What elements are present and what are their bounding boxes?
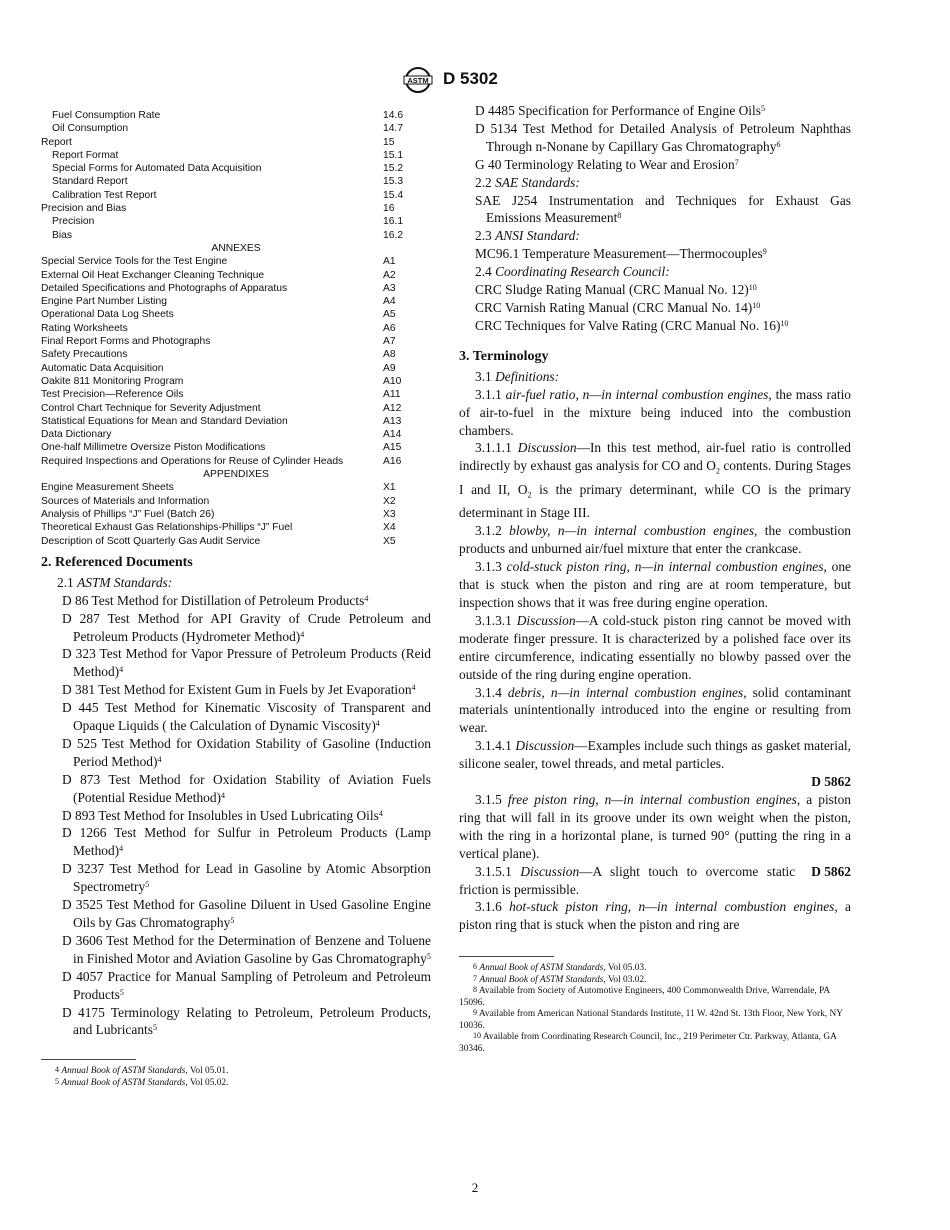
- reference-text: D 3525 Test Method for Gasoline Diluent in Used Gasoline Engine Oils by Gas Chromatography: [62, 897, 431, 931]
- toc-ref: A7: [383, 336, 396, 348]
- toc-ref: X4: [383, 522, 396, 534]
- toc-row: [41, 162, 431, 175]
- footnote-marker: 4: [378, 808, 383, 818]
- reference-item: [46, 735, 431, 771]
- footnote-marker: 5: [145, 880, 150, 890]
- footnote-text: , Vol 05.02.: [185, 1077, 229, 1088]
- footnote-marker: 4: [119, 665, 124, 675]
- reference-item: [46, 610, 431, 646]
- toc-row: [41, 375, 431, 388]
- toc-row: [41, 255, 431, 268]
- discussion-3-1-4-1: 3.1.4.1 Discussion—Examples include such things as gasket material, silicone sealer, towel threads, and metal particles.: [459, 738, 851, 772]
- toc-row: [41, 229, 431, 242]
- toc-row: [41, 521, 431, 534]
- reference-item: [459, 102, 851, 120]
- toc-ref: 15: [383, 136, 395, 148]
- reference-item: [46, 968, 431, 1004]
- reference-text: D 893 Test Method for Insolubles in Used Lubricating Oils: [62, 807, 379, 823]
- toc-row: [41, 322, 431, 335]
- toc-ref: 14.7: [383, 123, 404, 135]
- reference-item: [46, 699, 431, 735]
- footnote-marker: 5: [152, 1023, 157, 1033]
- toc-ref: A1: [383, 256, 396, 268]
- footnote-number: 10: [473, 1031, 481, 1041]
- toc-label: Analysis of Phillips “J” Fuel (Batch 26): [41, 508, 215, 520]
- reference-text: CRC Techniques for Valve Rating (CRC Manual No. 16): [475, 317, 781, 333]
- subsection-2-1: 2.1 ASTM Standards:: [57, 574, 173, 590]
- toc-ref: A5: [383, 309, 396, 321]
- reference-item: [46, 592, 431, 610]
- toc-ref: 16: [383, 203, 395, 215]
- toc-row: [41, 428, 431, 441]
- reference-text: D 4175 Terminology Relating to Petroleum, Petroleum Products, and Lubricants: [62, 1004, 431, 1038]
- toc-row: [41, 215, 431, 228]
- footnote-text: Available from Coordinating Research Council, Inc., 219 Perimeter Ctr. Parkway, Atlanta, GA 30346.: [459, 1032, 837, 1054]
- astm-logo-icon: [401, 66, 435, 94]
- reference-text: D 5134 Test Method for Detailed Analysis of Petroleum Naphthas Through n-Nonane by Capillary Gas Chromatography: [475, 120, 851, 154]
- toc-row: [41, 441, 431, 454]
- footnote-source: Annual Book of ASTM Standards: [61, 1077, 186, 1088]
- reference-text: D 287 Test Method for API Gravity of Crude Petroleum and Petroleum Products (Hydrometer Method): [62, 610, 431, 644]
- footnote-marker: 4: [157, 754, 162, 764]
- toc-ref: 15.1: [383, 149, 404, 161]
- reference-text: D 1266 Test Method for Sulfur in Petroleum Products (Lamp Method): [62, 825, 431, 859]
- definition-3-1-5: 3.1.5 free piston ring, n—in internal combustion engines, a piston ring that will fall in its groove under its own weight when the piston, with the ring in a horizontal plane, is turned 90° (putting the ring in a vertical plane).: [459, 791, 851, 861]
- toc-row: [41, 508, 431, 521]
- toc-row: [41, 348, 431, 361]
- table-of-contents: [41, 109, 431, 548]
- footnote-text: , Vol 05.01.: [185, 1066, 229, 1077]
- toc-ref: A6: [383, 322, 396, 334]
- toc-row: [41, 415, 431, 428]
- footnote-divider: [459, 956, 554, 957]
- toc-ref: X3: [383, 508, 396, 520]
- svg-text:ASTM: ASTM: [407, 75, 429, 85]
- discussion-3-1-5-1: D 5862 3.1.5.1 Discussion—A slight touch to overcome static friction is permissible.: [459, 863, 851, 897]
- source-reference: D 5862: [811, 774, 851, 790]
- toc-row: [41, 455, 431, 468]
- footnote-marker: 7: [734, 157, 739, 167]
- definition-3-1-4: 3.1.4 debris, n—in internal combustion engines, solid contaminant materials unintentionally introduced into the engine or resulting from wear.: [459, 684, 851, 736]
- toc-row: [41, 269, 431, 282]
- toc-label: Calibration Test Report: [52, 189, 157, 201]
- reference-item: [459, 156, 851, 174]
- reference-text: D 3606 Test Method for the Determination of Benzene and Toluene in Finished Motor and Aviation Gasoline by Gas Chromatography: [62, 932, 431, 966]
- toc-ref: A4: [383, 296, 396, 308]
- toc-ref: A16: [383, 455, 402, 467]
- reference-text: G 40 Terminology Relating to Wear and Erosion: [475, 156, 735, 172]
- toc-ref: 14.6: [383, 110, 404, 121]
- footnote-text: , Vol 05.03.: [603, 963, 647, 974]
- toc-label: Rating Worksheets: [41, 322, 128, 334]
- astm-references-list: [41, 592, 431, 1040]
- appendixes-heading: APPENDIXES: [203, 469, 269, 481]
- right-column: [459, 102, 851, 1055]
- toc-label: Detailed Specifications and Photographs of Apparatus: [41, 282, 288, 294]
- footnote-marker: 10: [752, 300, 761, 310]
- toc-label: Safety Precautions: [41, 349, 128, 361]
- reference-text: D 381 Test Method for Existent Gum in Fuels by Jet Evaporation: [62, 682, 412, 698]
- toc-row: [41, 402, 431, 415]
- toc-label: External Oil Heat Exchanger Cleaning Technique: [41, 269, 265, 281]
- reference-text: D 4057 Practice for Manual Sampling of Petroleum and Petroleum Products: [62, 968, 431, 1002]
- reference-item: [46, 1004, 431, 1040]
- toc-label: Oakite 811 Monitoring Program: [41, 375, 184, 387]
- discussion-3-1-1-1: 3.1.1.1 Discussion—In this test method, air-fuel ratio is controlled indirectly by exhaust gas analysis for CO and $O_2$ contents. During Stages I and II, $O_2$ is the primary determinant, while CO is the primary determinant in Stage III.: [459, 440, 851, 521]
- footnote-number: 6: [473, 962, 477, 972]
- reference-text: D 873 Test Method for Oxidation Stability of Aviation Fuels (Potential Residue Method): [62, 771, 431, 805]
- footnote-marker: 5: [230, 916, 235, 926]
- crc-references-list: [459, 281, 851, 335]
- toc-ref: X1: [383, 482, 396, 494]
- definition-3-1-6: 3.1.6 hot-stuck piston ring, n—in internal combustion engines, a piston ring that is stuck when the piston and ring are: [459, 899, 851, 933]
- definition-3-1-3: 3.1.3 cold-stuck piston ring, n—in internal combustion engines, one that is stuck when the piston and ring are at room temperature, but inspection shows that it was free during engine operation.: [459, 559, 851, 610]
- toc-label: Fuel Consumption Rate: [52, 110, 161, 121]
- toc-ref: 16.1: [383, 216, 404, 228]
- footnote: [459, 1032, 851, 1055]
- toc-label: Standard Report: [52, 176, 128, 188]
- subsection-2-3: 2.3 ANSI Standard:: [475, 228, 580, 244]
- toc-ref: X2: [383, 495, 396, 507]
- footnote-marker: 5: [426, 951, 431, 961]
- toc-label: Report Format: [52, 149, 119, 161]
- footnote-marker: 4: [119, 844, 124, 854]
- toc-ref: 15.3: [383, 176, 404, 188]
- footnote-marker: 5: [119, 987, 124, 997]
- reference-text: D 3237 Test Method for Lead in Gasoline by Atomic Absorption Spectrometry: [62, 861, 431, 895]
- footnote-text: Available from American National Standards Institute, 11 W. 42nd St. 13th Floor, New York, NY 10036.: [459, 1009, 843, 1031]
- ansi-reference: MC96.1 Temperature Measurement—Thermocouples$^9$: [475, 246, 767, 262]
- toc-label: Required Inspections and Operations for Reuse of Cylinder Heads: [41, 455, 344, 467]
- toc-label: Engine Part Number Listing: [41, 296, 167, 308]
- footnote-source: Annual Book of ASTM Standards: [61, 1066, 186, 1077]
- toc-row: [41, 149, 431, 162]
- toc-ref: A12: [383, 402, 402, 414]
- reference-text: D 525 Test Method for Oxidation Stability of Gasoline (Induction Period Method): [62, 735, 431, 769]
- toc-label: Bias: [52, 229, 73, 241]
- page-header: [0, 66, 950, 96]
- toc-row: [41, 308, 431, 321]
- toc-label: Description of Scott Quarterly Gas Audit Service: [41, 535, 261, 547]
- toc-ref: X5: [383, 535, 396, 547]
- toc-row: [41, 136, 431, 149]
- toc-label: Theoretical Exhaust Gas Relationships-Phillips “J” Fuel: [41, 522, 293, 534]
- toc-row: [41, 109, 431, 122]
- source-reference: D 5862: [811, 863, 851, 879]
- subsection-2-4: 2.4 Coordinating Research Council:: [475, 264, 670, 280]
- toc-label: Precision and Bias: [41, 203, 127, 215]
- reference-text: D 445 Test Method for Kinematic Viscosity of Transparent and Opaque Liquids ( the Calculation of Dynamic Viscosity): [62, 700, 431, 734]
- reference-text: D 323 Test Method for Vapor Pressure of Petroleum Products (Reid Method): [62, 646, 431, 680]
- toc-ref: A14: [383, 429, 402, 441]
- reference-item: [459, 120, 851, 156]
- reference-text: CRC Varnish Rating Manual (CRC Manual No. 14): [475, 299, 753, 315]
- toc-row: [41, 362, 431, 375]
- toc-row: [41, 481, 431, 494]
- definition-3-1-2: 3.1.2 blowby, n—in internal combustion engines, the combustion products and unburned air/fuel mixture that enter the crankcase.: [459, 523, 851, 557]
- toc-row: [41, 189, 431, 202]
- footnote-text: Available from Society of Automotive Engineers, 400 Commonwealth Drive, Warrendale, PA 15096.: [459, 986, 830, 1008]
- reference-item: [459, 317, 851, 335]
- toc-ref: 15.2: [383, 163, 404, 175]
- toc-label: Automatic Data Acquisition: [41, 362, 164, 374]
- footnote-marker: 4: [411, 683, 416, 693]
- reference-item: [46, 771, 431, 807]
- toc-ref: A13: [383, 415, 402, 427]
- toc-row: [41, 202, 431, 215]
- toc-label: Sources of Materials and Information: [41, 495, 210, 507]
- annexes-heading: ANNEXES: [211, 242, 261, 254]
- toc-ref: A9: [383, 362, 396, 374]
- reference-item: [459, 281, 851, 299]
- footnote-divider: [41, 1059, 136, 1060]
- reference-item: [459, 299, 851, 317]
- toc-label: Oil Consumption: [52, 123, 129, 135]
- footnote: [41, 1078, 431, 1090]
- toc-label: Statistical Equations for Mean and Standard Deviation: [41, 415, 288, 427]
- page-number: 2: [471, 1180, 479, 1195]
- footnote-number: 5: [55, 1076, 59, 1086]
- toc-label: One-half Millimetre Oversize Piston Modifications: [41, 442, 266, 454]
- section-3-heading: 3. Terminology: [459, 348, 549, 364]
- toc-label: Final Report Forms and Photographs: [41, 336, 211, 348]
- reference-item: [46, 932, 431, 968]
- footnote: [459, 986, 851, 1009]
- toc-label: Test Precision—Reference Oils: [41, 389, 184, 401]
- toc-row: [41, 495, 431, 508]
- toc-ref: 15.4: [383, 189, 404, 201]
- reference-text: D 4485 Specification for Performance of Engine Oils: [475, 103, 761, 118]
- footnotes-right: [459, 963, 851, 1055]
- footnote-source: Annual Book of ASTM Standards: [479, 974, 604, 985]
- footnote: [459, 1009, 851, 1032]
- footnote-marker: 10: [780, 318, 789, 328]
- reference-item: [46, 645, 431, 681]
- footnote-marker: 4: [364, 593, 369, 603]
- toc-label: Special Service Tools for the Test Engine: [41, 256, 228, 268]
- footnote: [459, 963, 851, 975]
- footnote-number: 8: [473, 985, 477, 995]
- footnotes-left: [41, 1066, 431, 1089]
- footnote-marker: 4: [300, 629, 305, 639]
- footnote-marker: 4: [375, 719, 380, 729]
- toc-row: [41, 295, 431, 308]
- footnote: [459, 975, 851, 987]
- footnote-marker: 4: [221, 790, 226, 800]
- footnote-marker: 10: [748, 283, 757, 293]
- document-code: D 5302: [443, 69, 498, 88]
- toc-row: [41, 335, 431, 348]
- footnote-marker: 6: [776, 139, 781, 149]
- toc-ref: A2: [383, 269, 396, 281]
- left-column: [41, 109, 431, 1089]
- reference-item: [46, 807, 431, 825]
- toc-row: [41, 122, 431, 135]
- footnote-source: Annual Book of ASTM Standards: [479, 963, 604, 974]
- footnote-number: 9: [473, 1008, 477, 1018]
- toc-label: Special Forms for Automated Data Acquisition: [52, 163, 262, 175]
- subsection-2-2: 2.2 SAE Standards:: [475, 174, 580, 190]
- toc-label: Data Dictionary: [41, 429, 112, 441]
- toc-label: Precision: [52, 216, 95, 228]
- reference-text: D 86 Test Method for Distillation of Petroleum Products: [62, 592, 365, 608]
- reference-text: CRC Sludge Rating Manual (CRC Manual No. 12): [475, 282, 749, 298]
- toc-row: [41, 535, 431, 548]
- footnote-number: 4: [55, 1065, 59, 1075]
- toc-ref: A10: [383, 375, 402, 387]
- footnote-number: 7: [473, 973, 477, 983]
- reference-item: [46, 824, 431, 860]
- toc-label: Control Chart Technique for Severity Adjustment: [41, 402, 261, 414]
- toc-row: [41, 282, 431, 295]
- footnote-text: , Vol 03.02.: [603, 974, 647, 985]
- toc-label: Engine Measurement Sheets: [41, 482, 174, 494]
- toc-ref: A15: [383, 442, 402, 454]
- toc-row: [41, 388, 431, 401]
- footnote: [41, 1066, 431, 1078]
- definition-3-1-1: 3.1.1 air-fuel ratio, n—in internal combustion engines, the mass ratio of air-to-fuel in the mixture being induced into the combustion chambers.: [459, 386, 851, 438]
- footnote-marker: 5: [760, 104, 765, 113]
- toc-ref: A11: [383, 389, 401, 401]
- toc-ref: A8: [383, 349, 396, 361]
- toc-label: Report: [41, 136, 72, 148]
- toc-label: Operational Data Log Sheets: [41, 309, 174, 321]
- reference-item: [46, 896, 431, 932]
- discussion-3-1-3-1: 3.1.3.1 Discussion—A cold-stuck piston ring cannot be moved with moderate finger pressure. It is characterized by a polished face over its entire circumference, indicating essentially no blowby passed over the outside of the ring during engine operation.: [459, 612, 851, 682]
- sae-reference: SAE J254 Instrumentation and Techniques for Exhaust Gas Emissions Measurement$^8$: [475, 192, 851, 226]
- toc-row: [41, 175, 431, 188]
- definitions-label: 3.1 Definitions:: [475, 368, 560, 384]
- section-2-heading: 2. Referenced Documents: [41, 554, 193, 570]
- toc-ref: 16.2: [383, 229, 404, 241]
- reference-item: [46, 681, 431, 699]
- toc-ref: A3: [383, 282, 396, 294]
- astm-references-continued: [459, 102, 851, 174]
- reference-item: [46, 860, 431, 896]
